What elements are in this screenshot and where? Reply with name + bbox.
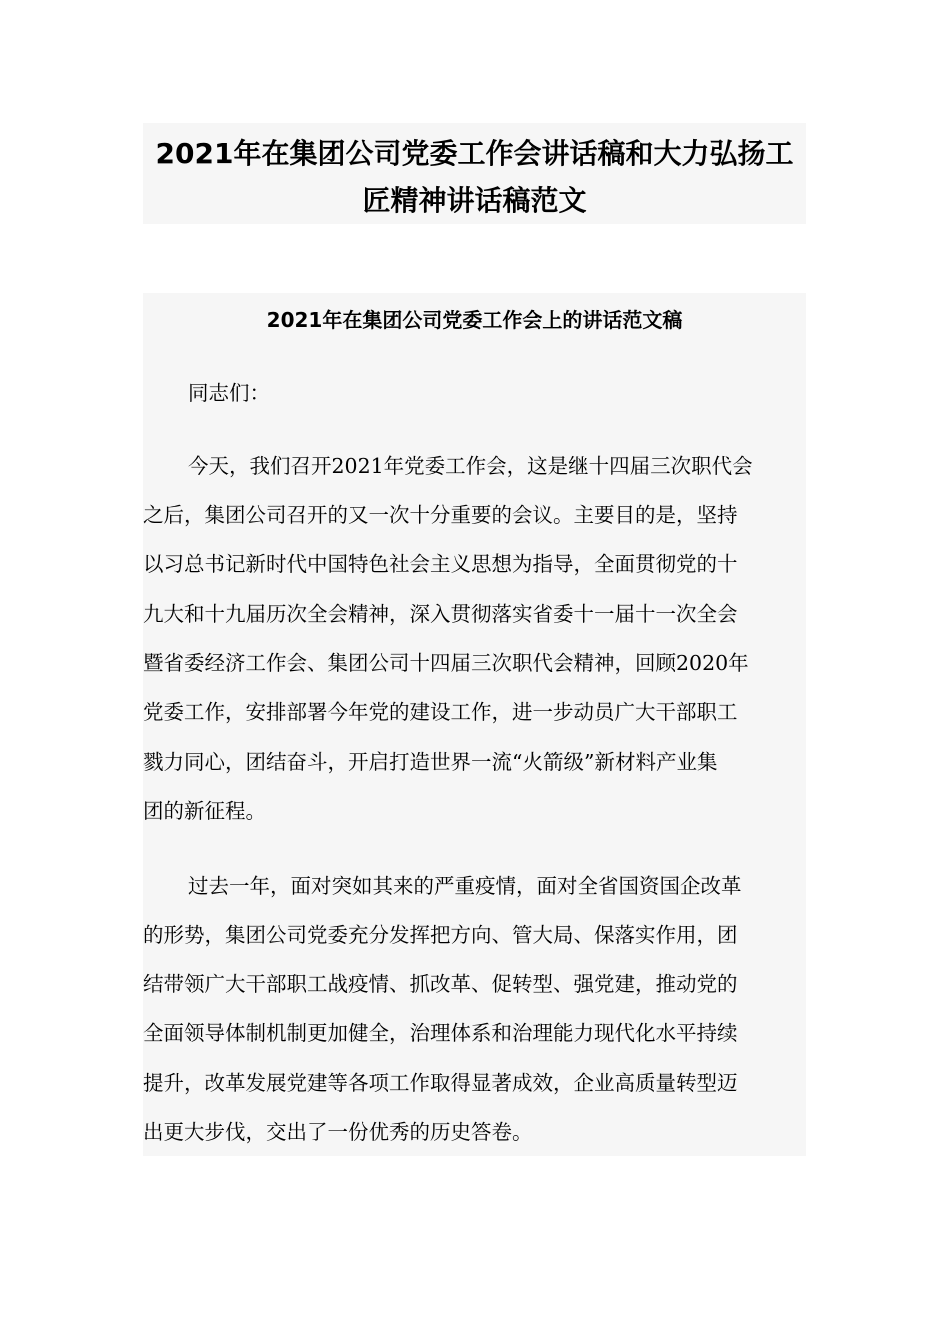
speech-subtitle: 2021年在集团公司党委工作会上的讲话范文稿 <box>266 308 683 332</box>
paragraph-line: 团的新征程。 <box>143 799 266 823</box>
paragraph-line: 戮力同心，团结奋斗，开启打造世界一流“火箭级”新材料产业集 <box>143 750 718 774</box>
paragraph-line: 出更大步伐，交出了一份优秀的历史答卷。 <box>143 1120 533 1144</box>
paragraph-line: 提升，改革发展党建等各项工作取得显著成效，企业高质量转型迈 <box>143 1071 738 1095</box>
paragraph-line: 结带领广大干部职工战疫情、抓改革、促转型、强党建，推动党的 <box>143 972 738 996</box>
paragraph-line: 的形势，集团公司党委充分发挥把方向、管大局、保落实作用，团 <box>143 923 738 947</box>
paragraph-line: 全面领导体制机制更加健全，治理体系和治理能力现代化水平持续 <box>143 1021 738 1045</box>
document-title <box>143 123 806 224</box>
paragraph-line: 今天，我们召开2021年党委工作会，这是继十四届三次职代会 <box>188 454 753 478</box>
paragraph-line: 党委工作，安排部署今年党的建设工作，进一步动员广大干部职工 <box>143 700 738 724</box>
speech-body <box>143 293 806 1156</box>
paragraph-line: 过去一年，面对突如其来的严重疫情，面对全省国资国企改革 <box>188 874 742 898</box>
salutation: 同志们： <box>188 381 270 405</box>
paragraph-line: 暨省委经济工作会、集团公司十四届三次职代会精神，回顾2020年 <box>143 651 749 675</box>
paragraph-line: 九大和十九届历次全会精神，深入贯彻落实省委十一届十一次全会 <box>143 602 738 626</box>
paragraph-line: 之后，集团公司召开的又一次十分重要的会议。主要目的是，坚持 <box>143 503 738 527</box>
title-line-2: 匠精神讲话稿范文 <box>362 184 587 217</box>
title-line-1: 2021年在集团公司党委工作会讲话稿和大力弘扬工 <box>155 137 794 170</box>
paragraph-line: 以习总书记新时代中国特色社会主义思想为指导，全面贯彻党的十 <box>143 552 738 576</box>
